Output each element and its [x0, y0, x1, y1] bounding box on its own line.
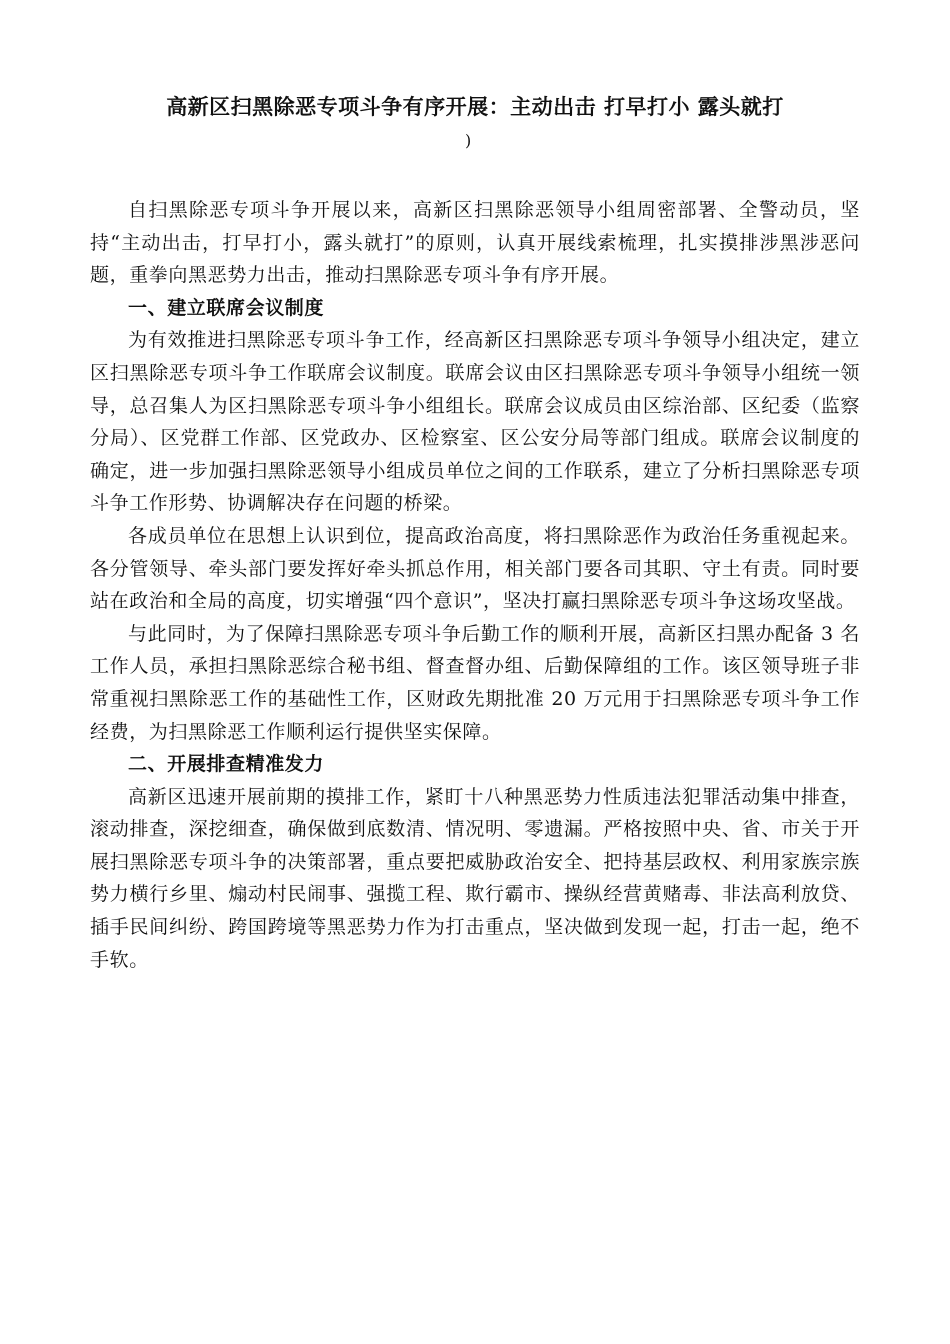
section-heading: 二、开展排查精准发力 — [128, 753, 325, 776]
section-heading: 一、建立联席会议制度 — [128, 296, 325, 319]
body-paragraph: 高新区迅速开展前期的摸排工作，紧盯十八种黑恶势力性质违法犯罪活动集中排查，滚动排查，深挖细查，确保做到底数清、情况明、零遗漏。严格按照中央、省、市关于开展扫黑除恶专项斗争的决策部署，重点要把威胁政治安全、把持基层政权、利用家族宗族势力横行乡里、煽动村民闹事、强揽工程、欺行霸市、操纵经营黄赌毒、非法高利放贷、插手民间纠纷、跨国跨境等黑恶势力作为打击重点，坚决做到发现一起，打击一起，绝不手软。 — [90, 785, 860, 971]
body-paragraph: 为有效推进扫黑除恶专项斗争工作，经高新区扫黑除恶专项斗争领导小组决定，建立区扫黑除恶专项斗争工作联席会议制度。联席会议由区扫黑除恶专项斗争领导小组统一领导，总召集人为区扫黑除恶专项斗争小组组长。联席会议成员由区综治部、区纪委（监察分局）、区党群工作部、区党政办、区检察室、区公安分局等部门组成。联席会议制度的确定，进一步加强扫黑除恶领导小组成员单位之间的工作联系，建立了分析扫黑除恶专项斗争工作形势、协调解决存在问题的桥梁。 — [90, 329, 860, 515]
title-closing-paren: ) — [465, 131, 472, 150]
document-title: 高新区扫黑除恶专项斗争有序开展：主动出击 打早打小 露头就打 — [166, 94, 784, 119]
document-body — [90, 194, 860, 976]
intro-paragraph: 自扫黑除恶专项斗争开展以来，高新区扫黑除恶领导小组周密部署、全警动员，坚持“主动出击，打早打小，露头就打”的原则，认真开展线索梳理，扎实摸排涉黑涉恶问题，重拳向黑恶势力出击，推动扫黑除恶专项斗争有序开展。 — [90, 199, 860, 287]
body-paragraph: 与此同时，为了保障扫黑除恶专项斗争后勤工作的顺利开展，高新区扫黑办配备 3 名工作人员，承担扫黑除恶综合秘书组、督查督办组、后勤保障组的工作。该区领导班子非常重视扫黑除恶工作的基础性工作，区财政先期批准 20 万元用于扫黑除恶专项斗争工作经费，为扫黑除恶工作顺利运行提供坚实保障。 — [90, 622, 860, 743]
body-paragraph: 各成员单位在思想上认识到位，提高政治高度，将扫黑除恶作为政治任务重视起来。各分管领导、牵头部门要发挥好牵头抓总作用，相关部门要各司其职、守土有责。同时要站在政治和全局的高度，切实增强“四个意识”，坚决打赢扫黑除恶专项斗争这场攻坚战。 — [90, 524, 860, 613]
